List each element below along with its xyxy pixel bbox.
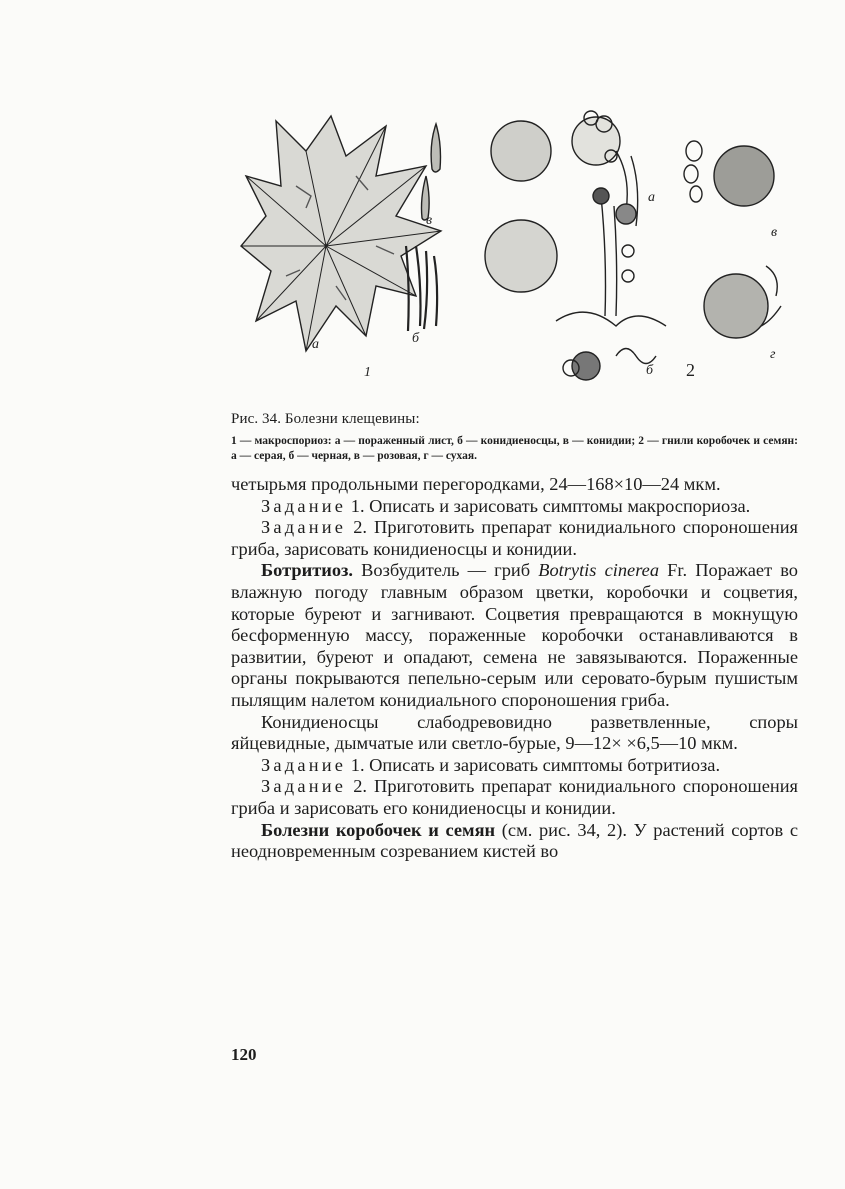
- figure-label-2a: а: [648, 190, 655, 205]
- figure-label-1a: а: [312, 337, 319, 352]
- rot-illustrations: [485, 111, 781, 380]
- figure-label-1: 1: [364, 365, 371, 380]
- task-label: Задание: [261, 517, 347, 538]
- figure-label-2b: б: [646, 363, 654, 378]
- figure-caption-legend: 1 — макроспориоз: а — пораженный лист, б — конидиеносцы, в — конидии; 2 — гнили коробочек и семян: а — серая, б — черная, в — розовая, г — сухая.: [231, 435, 798, 462]
- section-heading-botrytis: Ботритиоз.: [261, 560, 354, 581]
- task-1-macrosporiosis: Задание 1. Описать и зарисовать симптомы макроспориоза.: [261, 495, 751, 516]
- section-heading-capsules: Болезни коробочек и семян: [261, 819, 496, 840]
- leaf-illustration: [241, 116, 441, 351]
- paragraph-1: четырьмя продольными перегородками, 24—168×10—24 мкм.: [231, 474, 721, 494]
- latin-name: Botrytis cinerea: [538, 560, 660, 581]
- figure-label-1v: в: [426, 213, 433, 228]
- task-label: Задание: [261, 776, 347, 797]
- task-label: Задание: [261, 754, 347, 775]
- capsule-diseases-paragraph: Болезни коробочек и семян (см. рис. 34, 2). У растений сортов с неодновременным созреванием кистей во: [231, 819, 799, 862]
- figure-caption-title: Рис. 34. Болезни клещевины:: [231, 411, 420, 427]
- figure-label-2g: г: [770, 347, 776, 362]
- figure-label-1b: б: [412, 331, 420, 346]
- conidia-illustration: [422, 124, 441, 220]
- disease-illustration: [236, 96, 808, 388]
- figure-34: [236, 96, 808, 388]
- botrytis-paragraph: Ботритиоз. Возбудитель — гриб Botrytis cinerea Fr. Поражает во влажную погоду главным образом цветки, коробочки и соцветия, которые буреют и загнивают. Соцветия превращаются в мокнущую бесформенную массу, пораженные коробочки останавливаются в развитии, буреют и опадают, семена не завязываются. Пораженные органы покрываются пепельно-серым или серовато-бурым пушистым пылящим налетом конидиального спороношения гриба.: [231, 560, 799, 710]
- figure-label-2v: в: [771, 225, 778, 240]
- task-2-botrytis: Задание 2. Приготовить препарат конидиального спороношения гриба и зарисовать его конидиеносцы и конидии.: [231, 776, 798, 818]
- conidiophores-paragraph: Конидиеносцы слабодревовидно разветвленные, споры яйцевидные, дымчатые или светло-бурые, 9—12× ×6,5—10 мкм.: [231, 711, 798, 754]
- task-label: Задание: [261, 495, 347, 516]
- task-2-macrosporiosis: Задание 2. Приготовить препарат конидиального спороношения гриба, зарисовать конидиеносцы и конидии.: [231, 517, 798, 559]
- body-text: [231, 474, 798, 863]
- figure-label-2: 2: [686, 360, 695, 380]
- page-number: 120: [231, 1045, 257, 1064]
- task-1-botrytis: Задание 1. Описать и зарисовать симптомы ботритиоза.: [261, 754, 721, 775]
